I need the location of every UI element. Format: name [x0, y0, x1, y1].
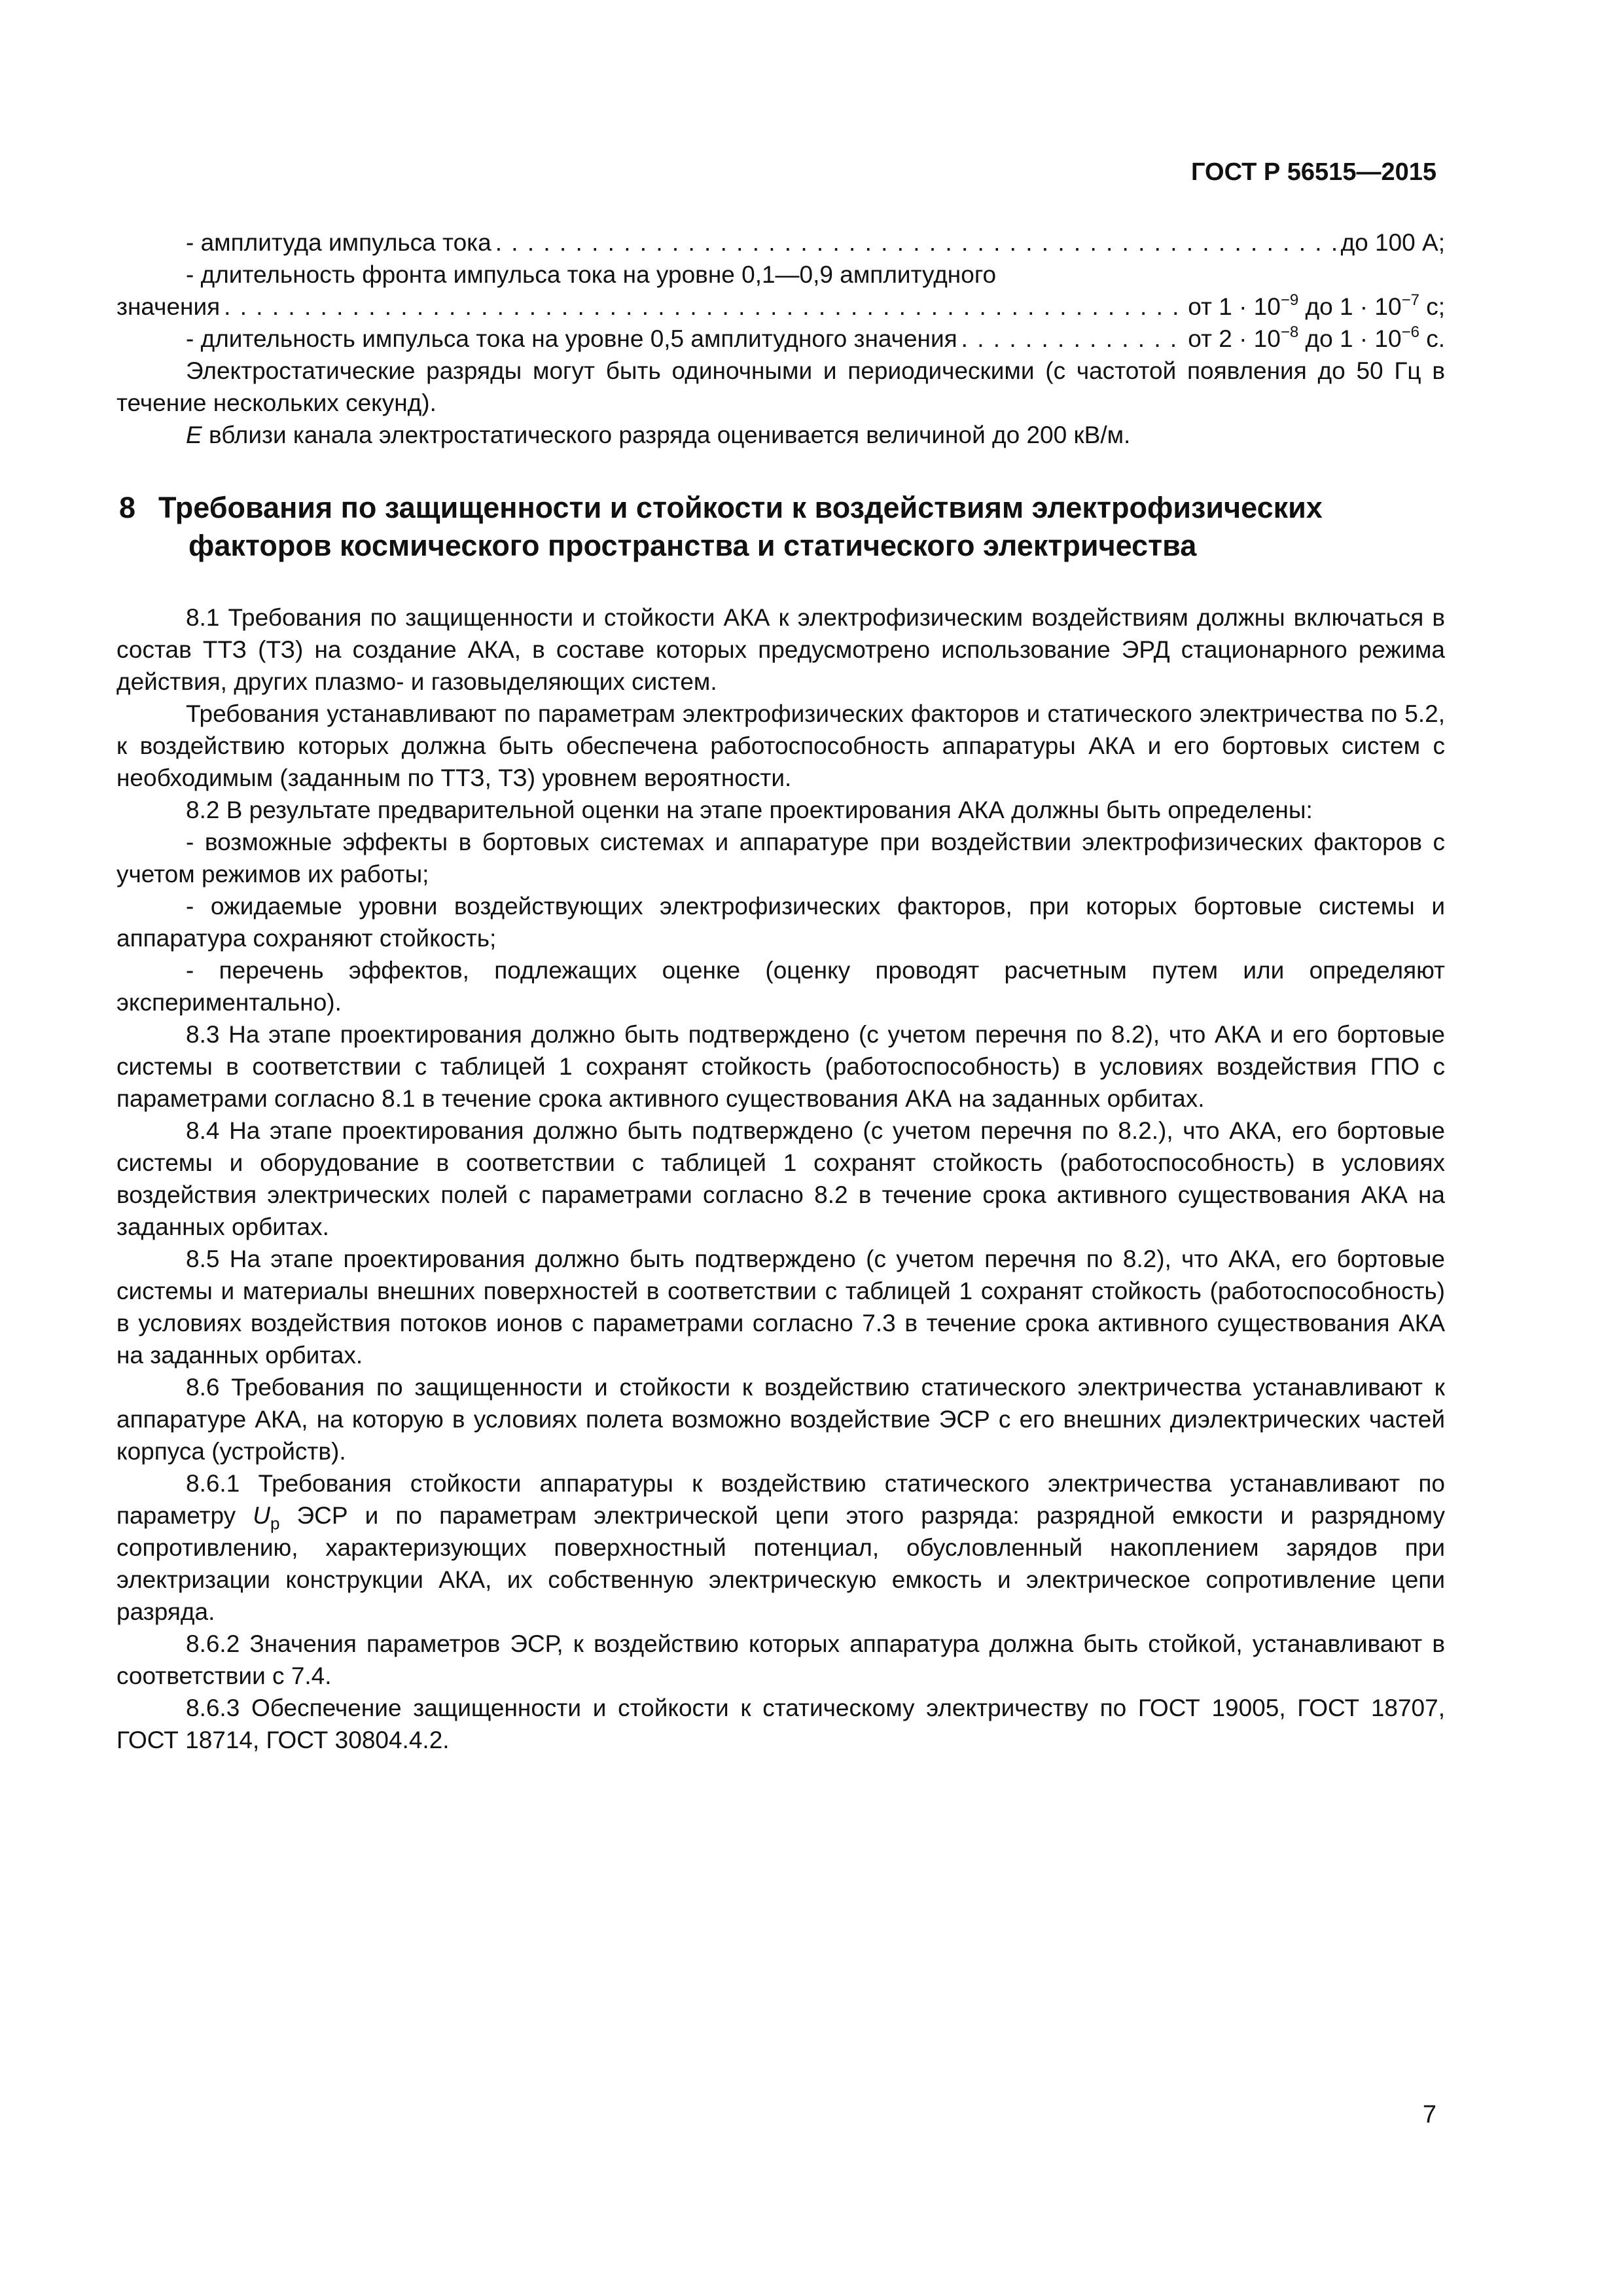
amplitude-value: до 100 А;	[1340, 229, 1445, 256]
dot-leader	[224, 291, 1184, 323]
list-item-front-duration-line2	[116, 291, 1445, 323]
list-item-effects: - возможные эффекты в бортовых системах и аппаратуре при воздействии электрофизических факторов с учетом режимов их работы;	[116, 829, 1445, 888]
exponent: −6	[1401, 323, 1419, 341]
paragraph-8-4: 8.4 На этапе проектирования должно быть подтверждено (с учетом перечня по 8.2.), что АКА, его бортовые системы и оборудование в соответствии с таблицей 1 сохранят стойкость (работоспособность) в условиях воздействия электрических полей с параметрами согласно 8.2 в течение срока активного существования АКА на заданных орбитах.	[116, 1117, 1445, 1240]
amplitude-label: - амплитуда импульса тока	[186, 229, 491, 256]
paragraph-field-strength-text: вблизи канала электростатического разряда оценивается величиной до 200 кВ/м.	[202, 422, 1131, 448]
pulse-duration-value	[1188, 323, 1445, 355]
dot-leader	[961, 323, 1185, 355]
paragraph-8-6-2: 8.6.2 Значения параметров ЭСР, к воздействию которых аппаратура должна быть стойкой, устанавливают в соответствии с 7.4.	[116, 1630, 1445, 1689]
paragraph-8-6-1-text-a: 8.6.1 Требования стойкости аппаратуры к воздействию статического электричества устанавливают по параметру	[116, 1470, 1445, 1529]
variable-u-subscript: р	[270, 1513, 280, 1534]
section-number: 8	[119, 491, 136, 524]
value-unit: с;	[1426, 293, 1445, 320]
value-to: до 1 · 10	[1305, 325, 1402, 352]
variable-e: E	[186, 422, 202, 448]
value-from: от 1 · 10	[1188, 293, 1281, 320]
list-item-levels: - ожидаемые уровни воздействующих электрофизических факторов, при которых бортовые системы и аппаратура сохраняют стойкость;	[116, 893, 1445, 952]
paragraph-field-strength	[116, 419, 1445, 451]
list-item-pulse-duration	[116, 323, 1445, 355]
paragraph-8-1-requirements: Требования устанавливают по параметрам электрофизических факторов и статического электричества по 5.2, к воздействию которых должна быть обеспечена работоспособность аппаратуры АКА и его бортовых систем с необходимым (заданным по ТТЗ, ТЗ) уровнем вероятности.	[116, 700, 1445, 791]
dot-leader	[495, 226, 1337, 259]
paragraph-8-1: 8.1 Требования по защищенности и стойкости АКА к электрофизическим воздействиям должны включаться в состав ТТЗ (ТЗ) на создание АКА, в составе которых предусмотрено использование ЭРД стационарного режима действия, других плазмо- и газовыделяющих систем.	[116, 604, 1445, 695]
page-content	[116, 226, 1445, 1756]
paragraph-8-2: 8.2 В результате предварительной оценки на этапе проектирования АКА должны быть определены:	[186, 797, 1313, 823]
value-unit: с.	[1426, 325, 1445, 352]
value-to: до 1 · 10	[1305, 293, 1402, 320]
list-item-amplitude	[116, 226, 1445, 259]
value-from: от 2 · 10	[1188, 325, 1281, 352]
front-duration-label: значения	[116, 293, 221, 320]
paragraph-8-6: 8.6 Требования по защищенности и стойкости к воздействию статического электричества устанавливают к аппаратуре АКА, на которую в условиях полета возможно воздействие ЭСР с его внешних диэлектрических частей корпуса (устройств).	[116, 1374, 1445, 1465]
page-number: 7	[1422, 2101, 1436, 2128]
list-item-front-duration-line1: - длительность фронта импульса тока на уровне 0,1—0,9 амплитудного	[186, 261, 997, 288]
paragraph-8-6-3: 8.6.3 Обеспечение защищенности и стойкости к статическому электричеству по ГОСТ 19005, ГОСТ 18707, ГОСТ 18714, ГОСТ 30804.4.2.	[116, 1695, 1445, 1753]
exponent: −7	[1401, 291, 1419, 309]
paragraph-8-5: 8.5 На этапе проектирования должно быть подтверждено (с учетом перечня по 8.2), что АКА, его бортовые системы и материалы внешних поверхностей в соответствии с таблицей 1 сохранят стойкость (работоспособность) в условиях воздействия потоков ионов с параметрами согласно 7.3 в течение срока активного существования АКА на заданных орбитах.	[116, 1246, 1445, 1369]
list-item-effects-list: - перечень эффектов, подлежащих оценке (оценку проводят расчетным путем или определяют экспериментально).	[116, 957, 1445, 1016]
section-heading	[116, 489, 1445, 565]
paragraph-8-6-1	[116, 1467, 1445, 1628]
standard-header: ГОСТ Р 56515—2015	[1191, 158, 1436, 186]
paragraph-8-3: 8.3 На этапе проектирования должно быть подтверждено (с учетом перечня по 8.2), что АКА и его бортовые системы в соответствии с таблицей 1 сохранят стойкость (работоспособность) в условиях воздействия ГПО с параметрами согласно 8.1 в течение срока активного существования АКА на заданных орбитах.	[116, 1021, 1445, 1112]
front-duration-value	[1188, 291, 1445, 323]
exponent: −9	[1280, 291, 1299, 309]
paragraph-8-6-1-text-b: ЭСР и по параметрам электрической цепи этого разряда: разрядной емкости и разрядному сопротивлению, характеризующих поверхностный потенциал, обусловленный накоплением зарядов при электризации конструкции АКА, их собственную электрическую емкость и электрическое сопротивление цепи разряда.	[116, 1502, 1445, 1625]
pulse-duration-label: - длительность импульса тока на уровне 0,5 амплитудного значения	[186, 325, 957, 352]
exponent: −8	[1280, 323, 1299, 341]
variable-u: U	[253, 1502, 270, 1529]
section-title: Требования по защищенности и стойкости к воздействиям электрофизических факторов космического пространства и статического электричества	[158, 491, 1323, 562]
paragraph-esd: Электростатические разряды могут быть одиночными и периодическими (с частотой появления до 50 Гц в течение нескольких секунд).	[116, 357, 1445, 416]
